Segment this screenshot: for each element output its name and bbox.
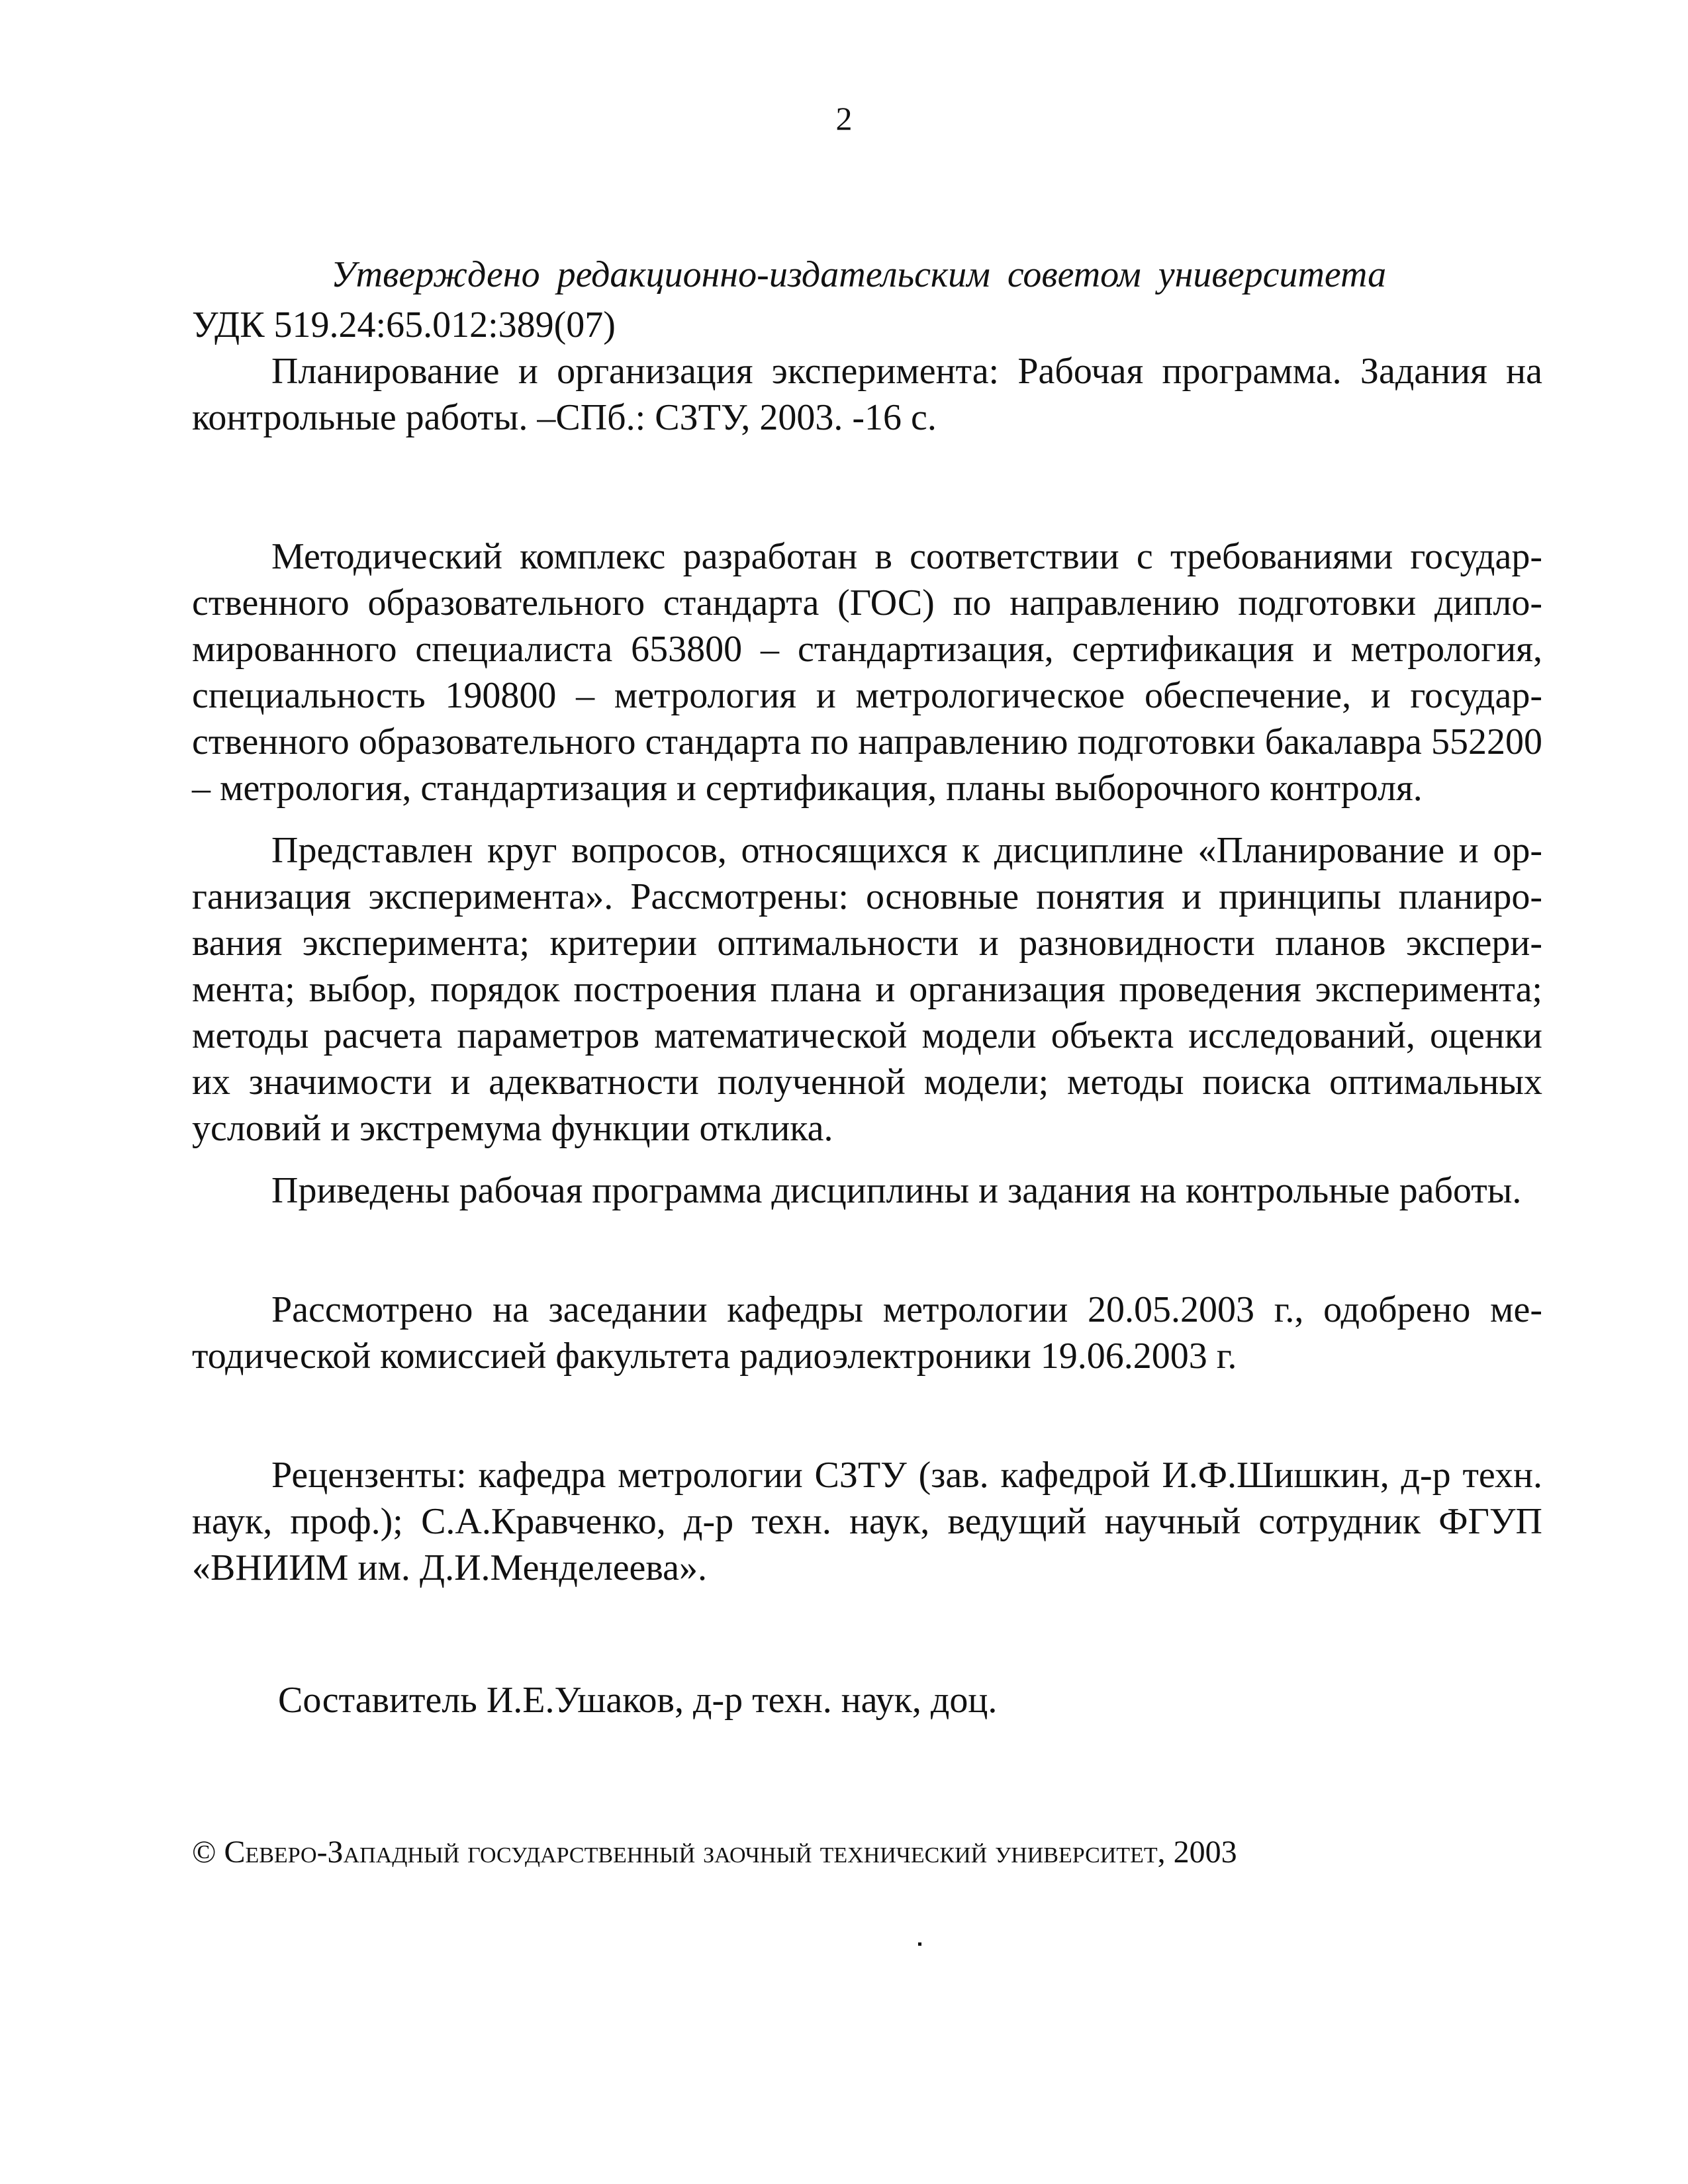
stray-dot xyxy=(918,1942,921,1946)
paragraph-topics: Представлен круг вопросов, относящихся к дисциплине «Планирование и организация эксперимента». Рассмотрены: основные понятия и принципы планирования эксперимента; критерии оптимальности и разновидности планов эксперимента; выбор, порядок построения плана и организация проведения эксперимента; методы расчета параметров математической модели объекта исследований, оценки их значимости и адекватности полученной модели; методы поиска оптимальных условий и экстремума функции отклика. xyxy=(192,830,1542,1149)
document-body xyxy=(192,251,1542,1876)
copyright-line xyxy=(192,1829,1542,1876)
paragraph-contents: Приведены рабочая программа дисциплины и задания на контрольные работы. xyxy=(271,1170,1522,1211)
copyright-year: , 2003 xyxy=(1157,1835,1237,1870)
page-number: 2 xyxy=(835,100,853,137)
udk-code: УДК 519.24:65.012:389(07) xyxy=(192,304,616,345)
approval-line: Утверждено редакционно-издательским советом университета xyxy=(331,254,1387,295)
paragraph-standard: Методический комплекс разработан в соответствии с требованиями государственного образовательного стандарта (ГОС) по направлению подготовки дипломированного специалиста 653800 – стандартизация, сертификация и метрология, специальность 190800 – метрология и метрологическое обеспечение, и государственного образовательного стандарта по направлению подготовки бакалавра 552200 – метрология, стандартизация и сертификация, планы выборочного контроля. xyxy=(192,536,1542,809)
copyright-organization: Северо-Западный государственный заочный технический университет xyxy=(224,1835,1158,1870)
review-note: Рассмотрено на заседании кафедры метрологии 20.05.2003 г., одобрено методической комиссией факультета радиоэлектроники 19.06.2003 г. xyxy=(192,1289,1542,1377)
bibliographic-entry: Планирование и организация эксперимента: Рабочая программа. Задания на контрольные работы. –СПб.: СЗТУ, 2003. -16 с. xyxy=(192,351,1542,438)
copyright-icon: © xyxy=(192,1835,216,1870)
reviewers: Рецензенты: кафедра метрологии СЗТУ (зав. кафедрой И.Ф.Шишкин, д-р техн. наук, проф.); С.А.Кравченко, д-р техн. наук, ведущий научный сотрудник ФГУП «ВНИИМ им. Д.И.Менделеева». xyxy=(192,1455,1542,1588)
compiler: Составитель И.Е.Ушаков, д-р техн. наук, доц. xyxy=(278,1680,998,1721)
